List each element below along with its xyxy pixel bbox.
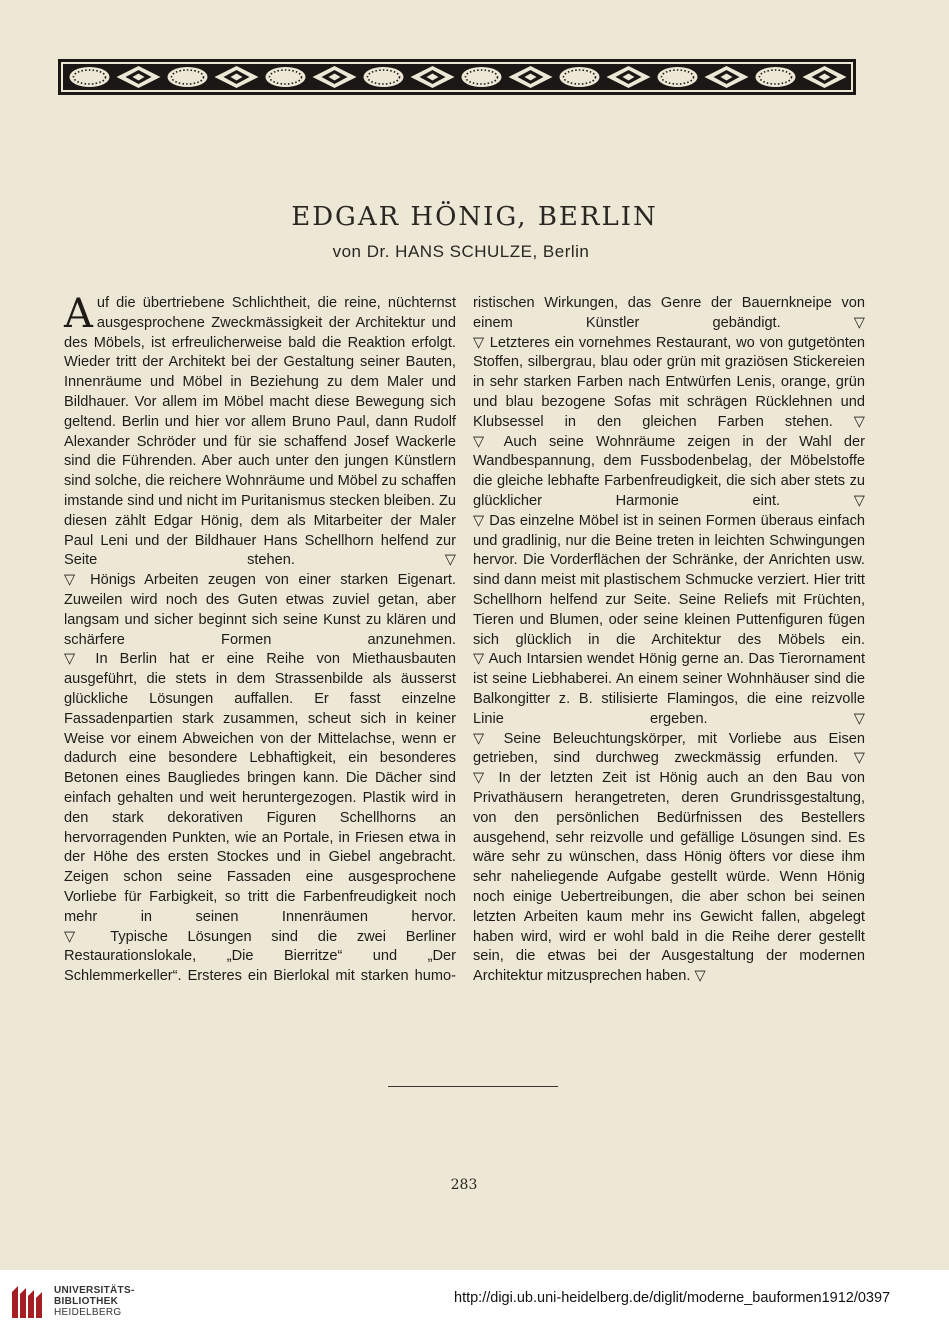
ornament-oval (364, 67, 404, 87)
library-name-line: BIBLIOTHEK (54, 1296, 119, 1307)
closing-rule (388, 1086, 558, 1087)
article-byline: von Dr. HANS SCHULZE, Berlin (332, 242, 590, 261)
paragraph: ▽ Seine Beleuchtungskörper, mit Vorliebe aus Eisen getrieben, sind durchweg zweckmässig erfunden. ▽ (473, 730, 865, 767)
page-number: 283 (450, 1177, 478, 1193)
ornament-oval (658, 67, 698, 87)
paragraph (64, 291, 456, 571)
paragraph: ▽ Auch Intarsien wendet Hönig gerne an. Das Tierornament ist seine Liebhaberei. An einem seiner Wohnhäuser sind die Balkongitter z. B. stilisierte Flamingos, die eine reizvolle Linie ergeben. ▽ (473, 651, 865, 727)
library-name-line: UNIVERSITÄTS- (54, 1285, 135, 1296)
paragraph: ▽ In Berlin hat er eine Reihe von Miethausbauten ausgeführt, die stets in dem Strassenbilde als äusserst glückliche Lösungen auffallen. Er fasst einzelne Fassadenpartien stark zusammen, scheut sich in keiner Weise vor einem Abweichen von der Mittelachse, wenn er dadurch eine besondere Lebhaftigkeit, ein besonderes Betonen eines Baugliedes bringen kann. Die Dächer sind einfach gehalten und weit heruntergezogen. Plastik wird in den stark dekorativen Figuren Schellhorns an hervorragenden Punkten, wie an Portale, in Friesen etwa in der Höhe des ersten Stockes und in Giebel angebracht. Zeigen schon seine Fassaden eine ausgesprochene Vorliebe für Farbigkeit, so tritt die Farbenfreudigkeit noch mehr in seinen Innenräumen hervor. (64, 651, 456, 925)
source-url-link[interactable]: http://digi.ub.uni-heidelberg.de/diglit/moderne_bauformen1912/0397 (454, 1290, 891, 1306)
ornament-oval (168, 67, 208, 87)
paragraph: ▽ Letzteres ein vornehmes Restaurant, wo von gutgetönten Stoffen, silbergrau, blau oder grün mit graziösen Stickereien in sehr starken Farben nach Entwürfen Lenis, orange, grün und blau bezogene Sofas mit schrägen Rücklehnen und Klubsessel in den gleichen Farben stehen. ▽ (473, 334, 865, 430)
article-title: EDGAR HÖNIG, BERLIN (291, 202, 658, 232)
drop-cap: A (64, 291, 93, 337)
ornament-oval (70, 67, 110, 87)
paragraph: ▽ Typische Lösungen sind die zwei Berliner Restaurationslokale, „Die Bierritze“ und „Der Schlemmerkeller“. Ersteres ein Bierlokal mit starken humo- (64, 928, 456, 985)
ornamental-border (57, 58, 857, 96)
paragraph: ▽ Das einzelne Möbel ist in seinen Formen überaus einfach und gradlinig, nur die Beine treten in leichten Schwingungen hervor. Die Vorderflächen der Schränke, der Anrichten usw. sind dann meist mit plastischem Schmucke verziert. Hier tritt Schellhorn helfend zur Seite. Seine Reliefs mit Früchten, Tieren und Blumen, oder seine kleinen Puttenfiguren fügen sich glücklich in die Architektur des Möbels ein. (473, 512, 865, 648)
paragraph: ▽ Auch seine Wohnräume zeigen in der Wahl der Wandbespannung, dem Fussbodenbelag, der Möbelstoffe die gleiche lebhafte Farbenfreudigkeit, die sich aber stets zu glücklicher Harmonie eint. ▽ (473, 433, 865, 509)
ornament-oval (266, 67, 306, 87)
paragraph-text: uf die übertriebene Schlichtheit, die reine, nüchternst ausgesprochene Zweckmässigkeit der Architektur und des Möbels, ist erfreulicherweise bald die Reaktion erfolgt. Wieder tritt der Architekt bei der Gestaltung seiner Bauten, Innenräume und Möbel in Beziehung zu dem Maler und Bildhauer. Vor allem im Möbel macht diese Bewegung sich geltend. Berlin und hier vor allem Bruno Paul, dann Rudolf Alexander Schröder und für sie schaffend Josef Wackerle sind die Führenden. Aber auch unter den jungen Künstlern sind solche, die reichere Wohnräume und Möbel zu schaffen imstande sind und nicht im Puritanismus stecken bleiben. Zu diesen zählt Edgar Hönig, dem als Mitarbeiter der Maler Paul Leni und der Bildhauer Hans Schellhorn helfend zur Seite stehen. ▽ (64, 295, 456, 569)
paragraph: ▽ In der letzten Zeit ist Hönig auch an den Bau von Privathäusern herangetreten, deren Grundrissgestaltung, von den persönlichen Bedürfnissen des Bestellers ausgehend, sehr reizvolle und gefällige Lösungen sind. Es wäre sehr zu wünschen, dass Hönig öfters vor diese ihm sehr naheliegende Aufgabe gestellt würde. Wenn Hönig noch einige Uebertreibungen, die aber schon bei seinen letzten Arbeiten kaum mehr ins Gewicht fallen, abgelegt haben wird, wird er wohl bald in die Reihe derer gestellt sein, die etwas bei der Ausgestaltung der modernen Architektur mitzusprechen haben. ▽ (473, 770, 865, 985)
paragraph: ristischen Wirkungen, das Genre der Bauernkneipe von einem Künstler gebändigt. ▽ (473, 295, 865, 331)
ornament-oval (462, 67, 502, 87)
text-column-left (64, 291, 456, 987)
library-name-line: HEIDELBERG (54, 1307, 122, 1318)
text-column-right (473, 294, 865, 987)
ornament-oval (756, 67, 796, 87)
library-name[interactable] (54, 1285, 135, 1318)
university-library-logo-icon[interactable] (10, 1282, 48, 1320)
paragraph: ▽ Hönigs Arbeiten zeugen von einer starken Eigenart. Zuweilen wird noch des Guten etwas zuviel getan, aber langsam und sicher beginnt sich seine Kunst zu klären und schärfere Formen anzunehmen. (64, 572, 456, 648)
ornament-oval (560, 67, 600, 87)
